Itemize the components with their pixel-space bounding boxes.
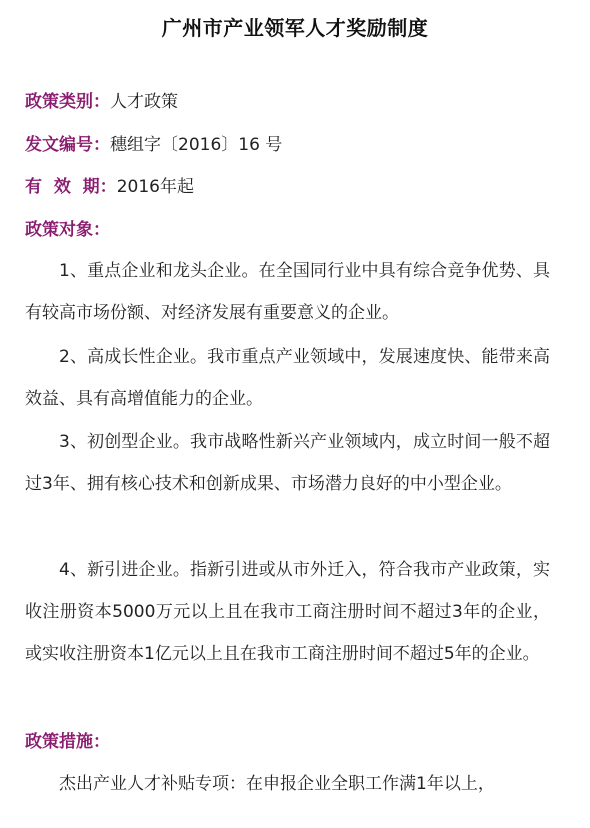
valid-period-row bbox=[25, 175, 194, 199]
targets-paragraph-1: 1、重点企业和龙头企业。在全国同行业中具有综合竞争优势、具有较高市场份额、对经济发展有重要意义的企业。 bbox=[25, 261, 550, 323]
targets-paragraph-2: 2、高成长性企业。我市重点产业领域中，发展速度快、能带来高效益、具有高增值能力的企业。 bbox=[25, 347, 550, 409]
page-title: 广州市产业领军人才奖励制度 bbox=[161, 16, 429, 40]
targets-paragraph-3: 3、初创型企业。我市战略性新兴产业领域内，成立时间一般不超过3年、拥有核心技术和创新成果、市场潜力良好的中小型企业。 bbox=[25, 432, 550, 494]
targets-paragraph-4: 4、新引进企业。指新引进或从市外迁入，符合我市产业政策，实收注册资本5000万元以上且在我市工商注册时间不超过3年的企业，或实收注册资本1亿元以上且在我市工商注册时间不超过5年的企业。 bbox=[25, 560, 550, 664]
doc-number-label: 发文编号： bbox=[25, 135, 110, 155]
valid-period-label: 有 效 期： bbox=[25, 177, 117, 197]
doc-number-value: 穗组字〔2016〕16 号 bbox=[110, 135, 283, 155]
policy-category-row bbox=[25, 90, 178, 114]
measures-paragraph-1: 杰出产业人才补贴专项：在申报企业全职工作满1年以上， bbox=[59, 774, 495, 794]
valid-period-value: 2016年起 bbox=[116, 177, 194, 197]
doc-number-row bbox=[25, 133, 282, 157]
measures-heading: 政策措施： bbox=[25, 732, 110, 752]
policy-category-label: 政策类别： bbox=[25, 92, 110, 112]
targets-heading: 政策对象： bbox=[25, 220, 110, 240]
policy-category-value: 人才政策 bbox=[110, 92, 178, 112]
